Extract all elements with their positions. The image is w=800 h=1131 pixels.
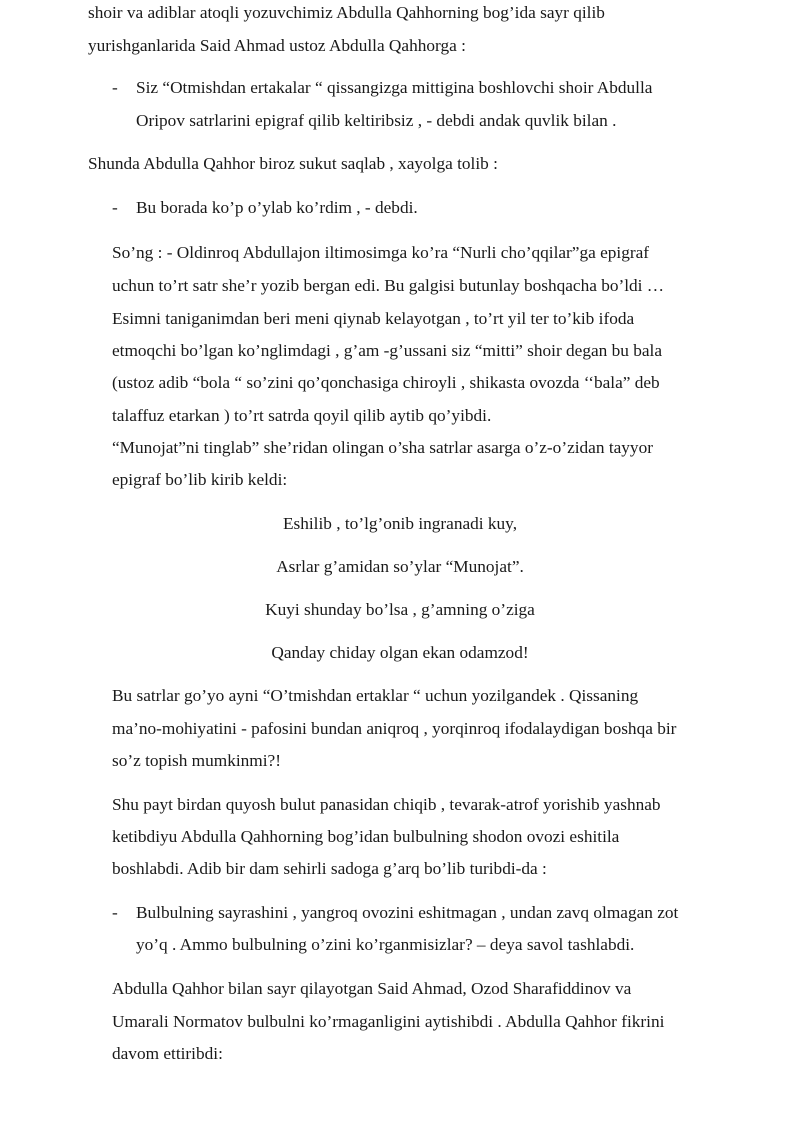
text-line: Bu borada ko’p o’ylab ko’rdim , - debdi. [136, 198, 418, 217]
text-line: ma’no-mohiyatini - pafosini bundan aniqroq , yorqinroq ifodalaydigan boshqa bir [112, 719, 677, 738]
dialogue-dash: - [112, 903, 118, 922]
text-line: Abdulla Qahhor bilan sayr qilayotgan Said Ahmad, Ozod Sharafiddinov va [112, 979, 632, 998]
text-line: “Munojat”ni tinglab” she’ridan olingan o’sha satrlar asarga o’z-o’zidan tayyor [112, 438, 653, 457]
text-line: (ustoz adib “bola “ so’zini qo’qonchasiga chiroyli , shikasta ovozda ‘‘bala” deb [112, 373, 660, 392]
text-line: yo’q . Ammo bulbulning o’zini ko’rganmisizlar? – deya savol tashlabdi. [136, 935, 635, 954]
text-line: Esimni taniganimdan beri meni qiynab kelayotgan , to’rt yil ter to’kib ifoda [112, 309, 635, 328]
poem-line: Asrlar g’amidan so’ylar “Munojat”. [276, 557, 524, 576]
text-line: uchun to’rt satr she’r yozib bergan edi. Bu galgisi butunlay boshqacha bo’ldi … [112, 276, 665, 295]
text-line: boshlabdi. Adib bir dam sehirli sadoga g’arq bo’lib turibdi-da : [112, 859, 547, 878]
text-line: Oripov satrlarini epigraf qilib keltiribsiz , - debdi andak quvlik bilan . [136, 111, 617, 130]
text-line: ketibdiyu Abdulla Qahhorning bog’idan bulbulning shodon ovozi eshitila [112, 827, 620, 846]
text-line: yurishganlarida Said Ahmad ustoz Abdulla Qahhorga : [88, 36, 466, 55]
text-line: Umarali Normatov bulbulni ko’rmaganligini aytishibdi . Abdulla Qahhor fikrini [112, 1012, 665, 1031]
text-line: epigraf bo’lib kirib keldi: [112, 470, 288, 489]
text-line: so’z topish mumkinmi?! [112, 751, 281, 770]
text-line: shoir va adiblar atoqli yozuvchimiz Abdulla Qahhorning bog’ida sayr qilib [88, 3, 605, 22]
text-line: talaffuz etarkan ) to’rt satrda qoyil qilib aytib qo’yibdi. [112, 406, 492, 425]
poem-line: Kuyi shunday bo’lsa , g’amning o’ziga [265, 600, 535, 619]
dialogue-dash: - [112, 78, 118, 97]
text-line: davom ettiribdi: [112, 1044, 223, 1063]
text-line: Bulbulning sayrashini , yangroq ovozini eshitmagan , undan zavq olmagan zot [136, 903, 679, 922]
text-line: Bu satrlar go’yo ayni “O’tmishdan ertaklar “ uchun yozilgandek . Qissaning [112, 686, 639, 705]
text-line: Shu payt birdan quyosh bulut panasidan chiqib , tevarak-atrof yorishib yashnab [112, 795, 661, 814]
dialogue-dash: - [112, 198, 118, 217]
poem-line: Eshilib , to’lg’onib ingranadi kuy, [282, 514, 518, 533]
text-line: So’ng : - Oldinroq Abdullajon iltimosimga ko’ra “Nurli cho’qqilar”ga epigraf [112, 243, 650, 262]
poem-line: Qanday chiday olgan ekan odamzod! [271, 643, 529, 662]
text-line: Siz “Otmishdan ertakalar “ qissangizga mittigina boshlovchi shoir Abdulla [136, 78, 653, 97]
text-line: etmoqchi bo’lgan ko’nglimdagi , g’am -g’ussani siz “mitti” shoir degan bu bala [112, 341, 662, 360]
text-line: Shunda Abdulla Qahhor biroz sukut saqlab , xayolga tolib : [88, 154, 498, 173]
